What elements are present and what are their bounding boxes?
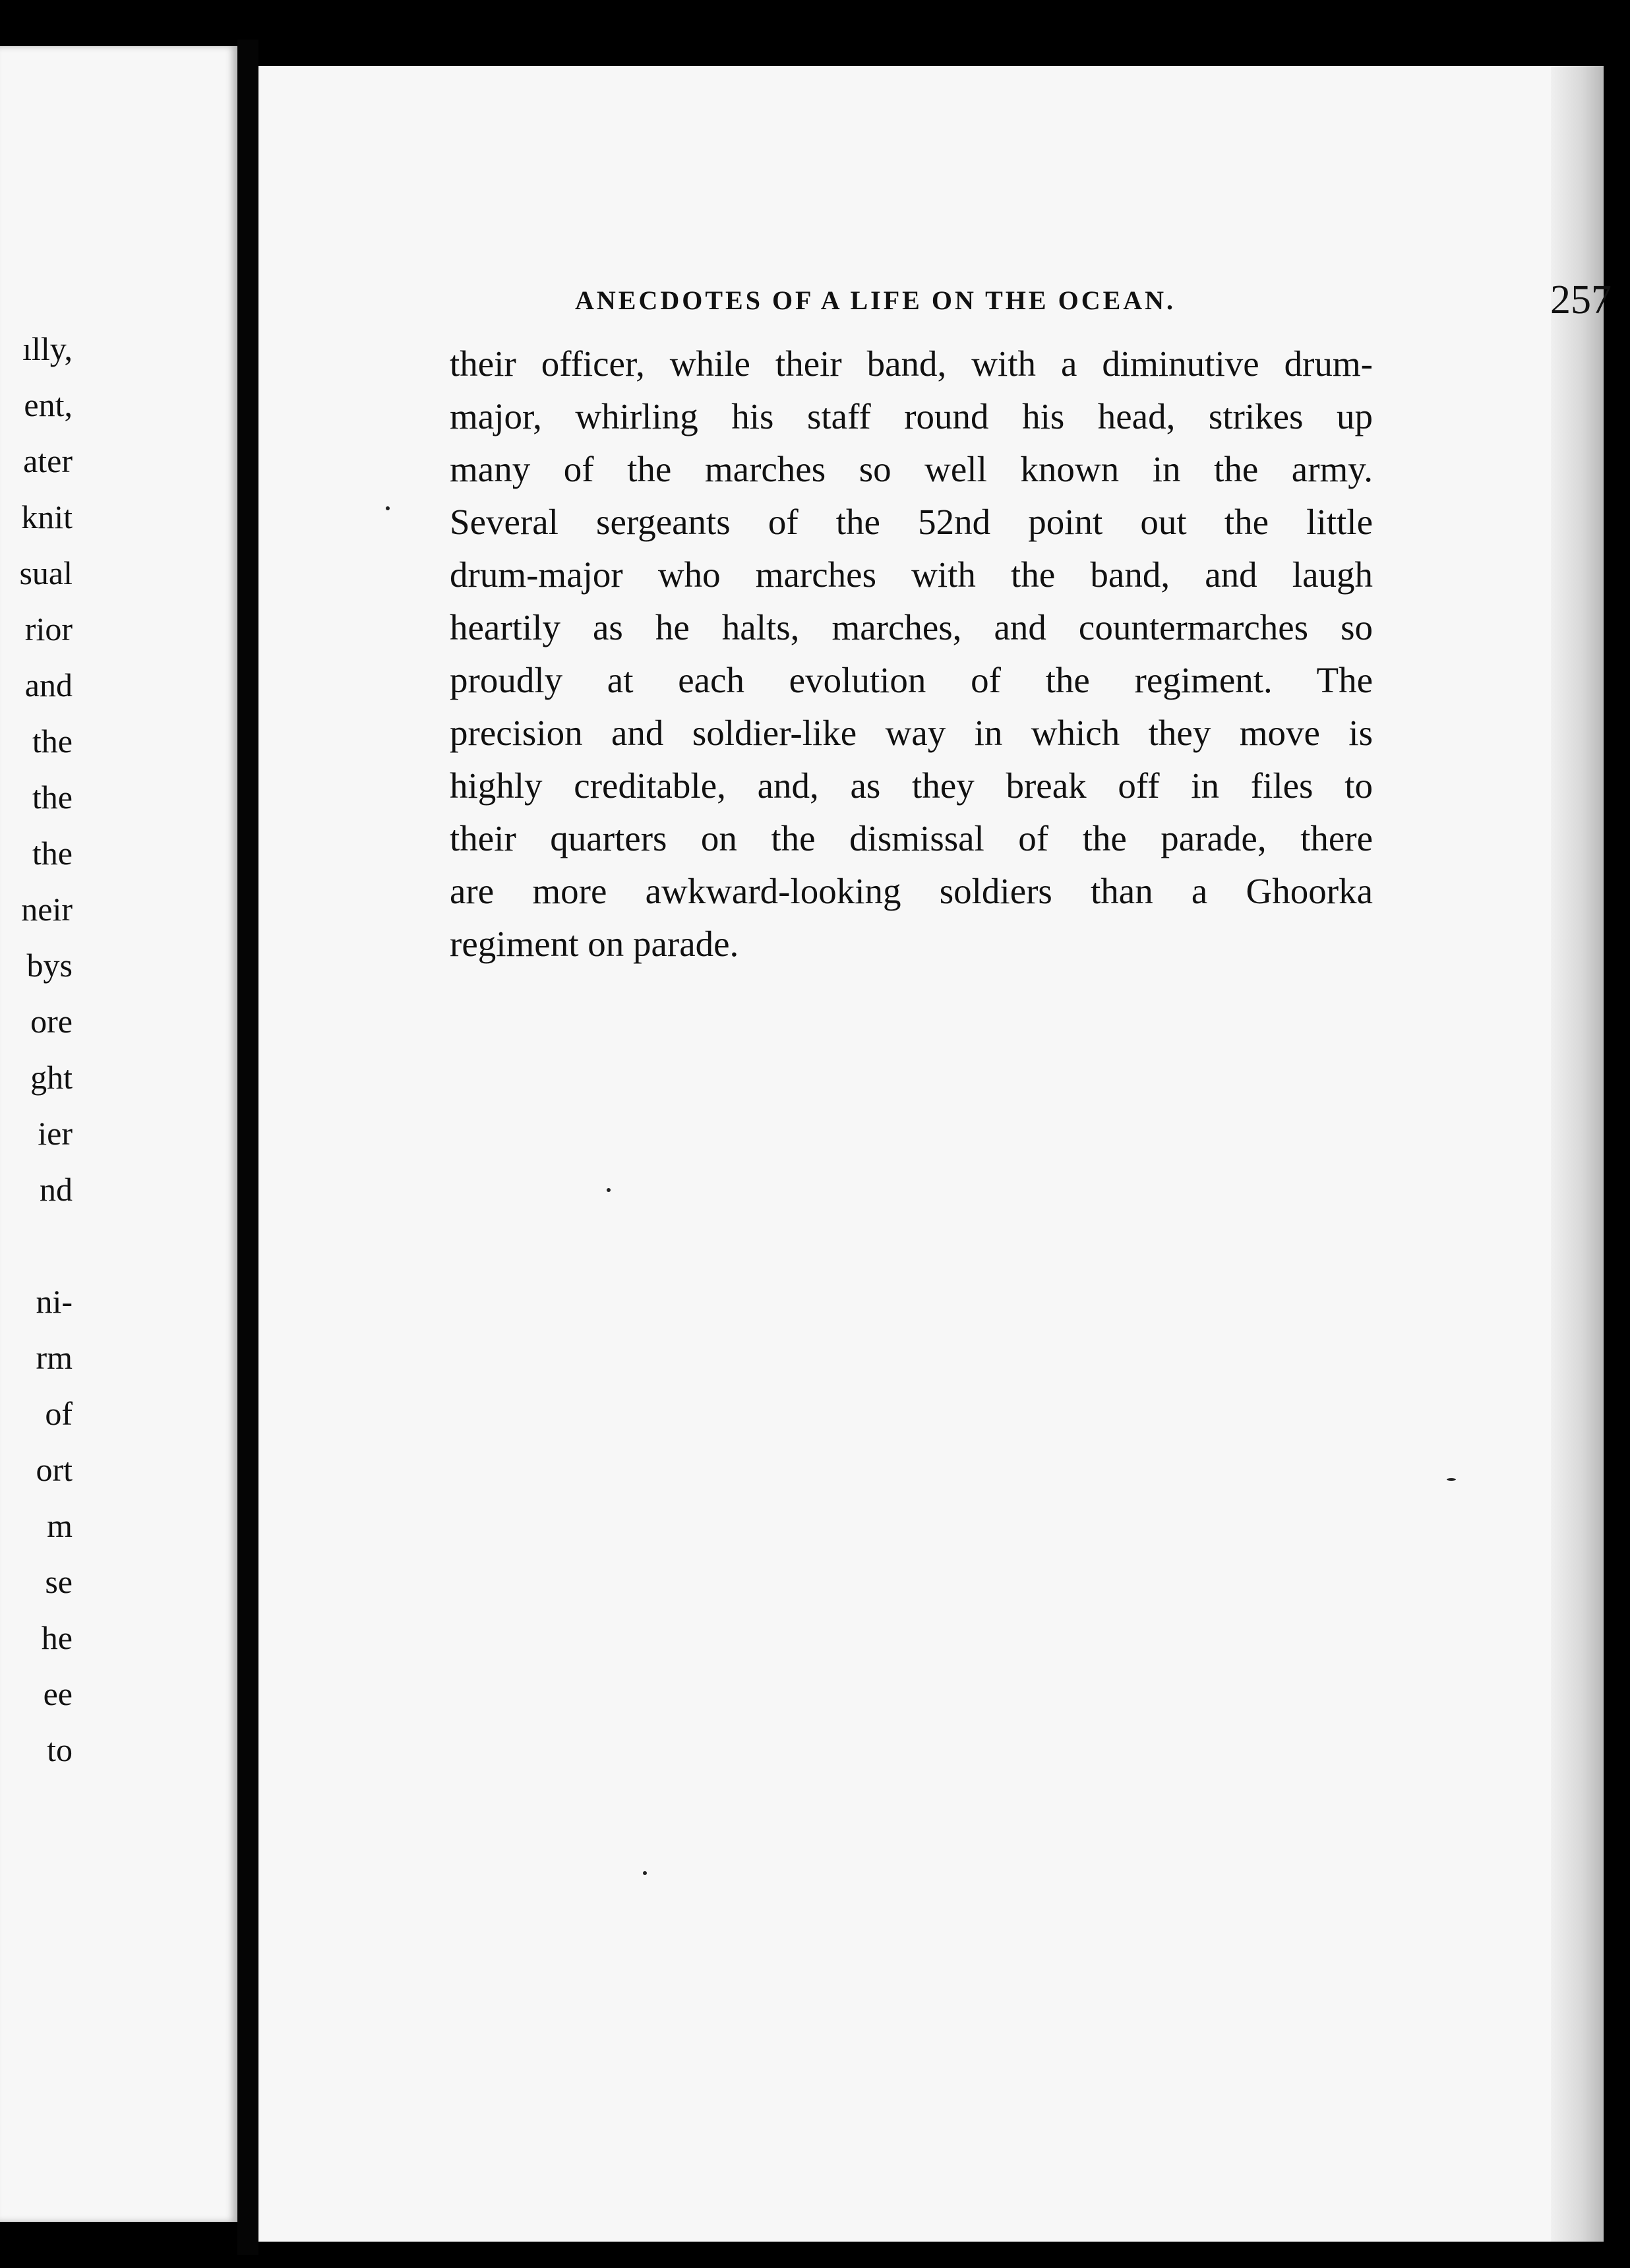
- left-fragment: nd: [40, 1171, 73, 1208]
- text-line: many of the marches so well known in the army.: [450, 449, 1373, 489]
- left-fragment: bys: [26, 947, 73, 984]
- left-fragment: to: [47, 1731, 73, 1768]
- left-fragment: rior: [24, 611, 73, 647]
- text-line: their officer, while their band, with a diminutive drum-: [450, 343, 1373, 384]
- left-fragment: the: [32, 779, 73, 816]
- left-fragment: the: [32, 835, 73, 872]
- paper-speck: [1447, 1478, 1456, 1481]
- text-line: proudly at each evolution of the regiment. The: [450, 660, 1373, 700]
- book-gutter: [237, 40, 258, 2255]
- left-fragment: ni-: [36, 1283, 73, 1320]
- page-header: [575, 277, 1617, 330]
- left-fragment: of: [45, 1395, 73, 1432]
- left-fragment: ort: [36, 1451, 73, 1488]
- text-line: their quarters on the dismissal of the parade, there: [450, 818, 1373, 858]
- paper-speck: [386, 506, 390, 510]
- page-edge-shadow: [1551, 66, 1604, 2242]
- page-number: 257: [1550, 278, 1612, 322]
- left-fragment: ore: [30, 1003, 73, 1040]
- left-page: [0, 46, 237, 2222]
- left-fragment: ent,: [24, 386, 73, 423]
- left-fragment: the: [32, 723, 73, 760]
- left-fragment: sual: [19, 554, 73, 591]
- left-fragment: ght: [30, 1059, 73, 1096]
- paper-speck: [607, 1188, 611, 1192]
- text-line: are more awkward-looking soldiers than a Ghoorka: [450, 871, 1373, 911]
- left-fragment: m: [47, 1507, 73, 1544]
- text-line: precision and soldier-like way in which they move is: [450, 713, 1373, 753]
- left-fragment: he: [41, 1619, 73, 1656]
- right-page: [258, 66, 1612, 2242]
- left-fragment: se: [45, 1563, 73, 1600]
- left-fragment: and: [24, 667, 73, 703]
- text-line: heartily as he halts, marches, and countermarches so: [450, 607, 1373, 647]
- paper-speck: [643, 1871, 647, 1875]
- left-fragment: ee: [43, 1675, 73, 1712]
- text-line: highly creditable, and, as they break off in files to: [450, 765, 1373, 806]
- text-line: drum-major who marches with the band, and laugh: [450, 554, 1373, 595]
- running-title: ANECDOTES OF A LIFE ON THE OCEAN.: [575, 285, 1176, 315]
- text-line: regiment on parade.: [450, 924, 739, 964]
- left-fragment: rm: [36, 1339, 73, 1376]
- left-fragment: ılly,: [22, 330, 73, 367]
- left-fragment: ater: [23, 442, 73, 479]
- left-fragment: knit: [21, 498, 73, 535]
- left-fragment: ier: [38, 1115, 73, 1152]
- left-fragment: neir: [21, 891, 73, 928]
- text-line: Several sergeants of the 52nd point out the little: [450, 502, 1373, 542]
- text-line: major, whirling his staff round his head, strikes up: [450, 396, 1373, 436]
